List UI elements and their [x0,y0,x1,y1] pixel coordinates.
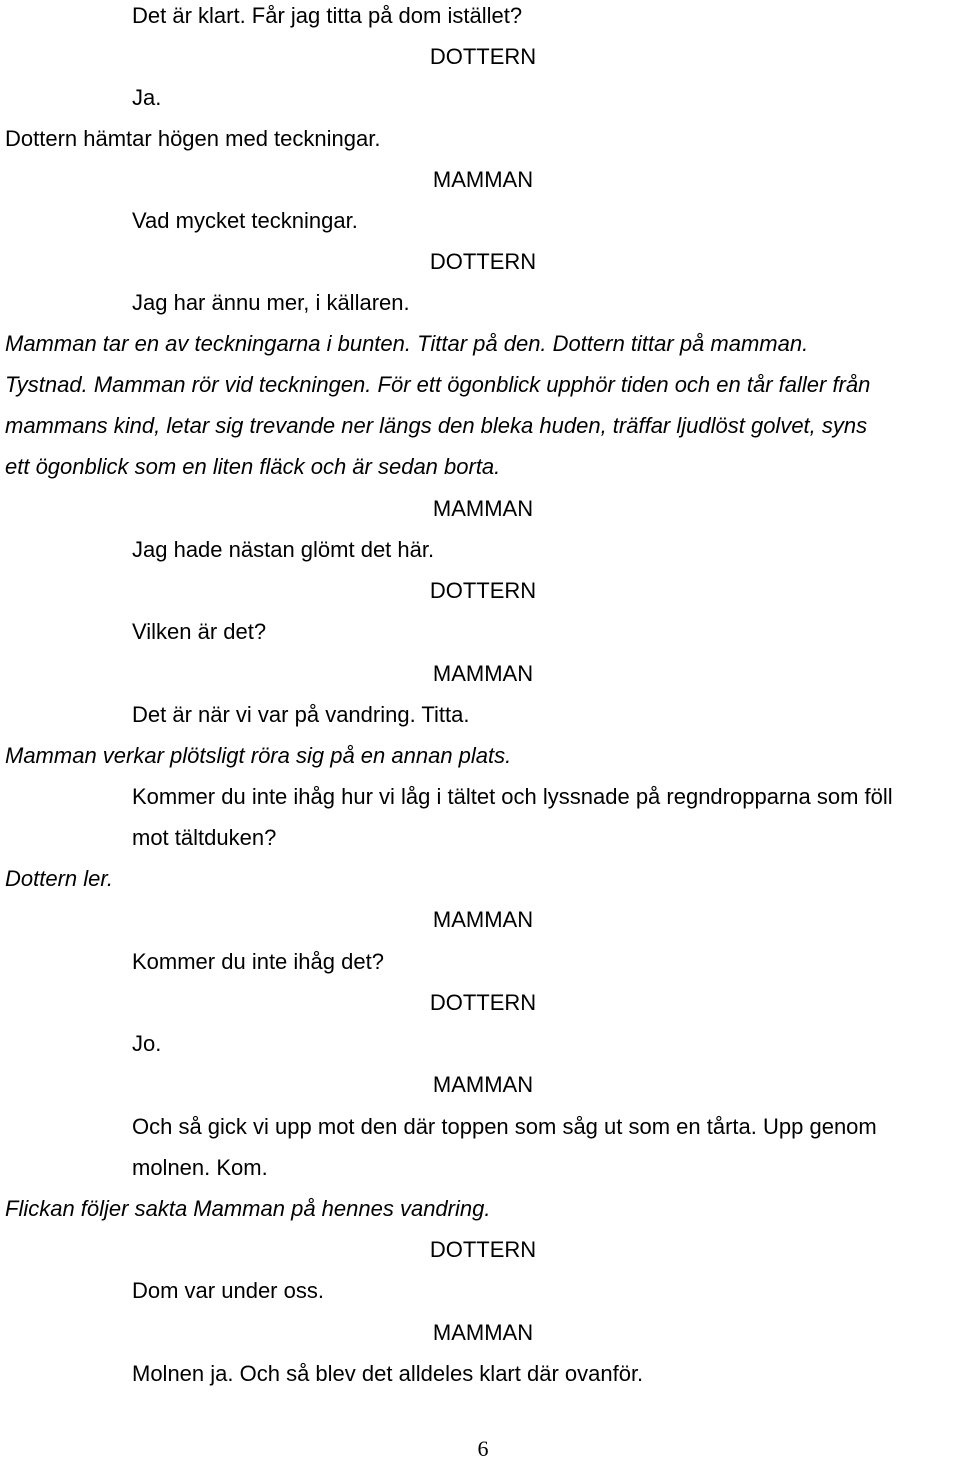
dialogue-line: Jag har ännu mer, i källaren. [132,290,410,315]
dialogue-line: Kommer du inte ihåg det? [132,949,384,974]
action-line: Dottern ler. [5,866,114,891]
speaker-name: MAMMAN [432,496,534,521]
action-line: Dottern hämtar högen med teckningar. [5,126,381,151]
action-line: Flickan följer sakta Mamman på hennes vandring. [5,1196,491,1221]
dialogue-line: Kommer du inte ihåg hur vi låg i tältet och lyssnade på regndropparna som föll [132,784,893,809]
speaker-name: DOTTERN [429,44,537,69]
speaker-name: MAMMAN [432,167,534,192]
dialogue-line: Jag hade nästan glömt det här. [132,537,435,562]
action-line: Tystnad. Mamman rör vid teckningen. För ett ögonblick upphör tiden och en tår faller från [5,372,871,397]
page-number: 6 [477,1436,489,1461]
speaker-name: MAMMAN [432,661,534,686]
dialogue-line: Det är när vi var på vandring. Titta. [132,702,470,727]
dialogue-line: Vilken är det? [132,619,267,644]
dialogue-line: Molnen ja. Och så blev det alldeles klart där ovanför. [132,1361,644,1386]
dialogue-line: Ja. [132,85,162,110]
speaker-name: DOTTERN [429,249,537,274]
speaker-name: MAMMAN [432,1072,534,1097]
action-line: Mamman tar en av teckningarna i bunten. Tittar på den. Dottern tittar på mamman. [5,331,809,356]
dialogue-line: mot tältduken? [132,825,277,850]
dialogue-line: Jo. [132,1031,162,1056]
speaker-name: DOTTERN [429,1237,537,1262]
speaker-name: MAMMAN [432,1320,534,1345]
action-line: ett ögonblick som en liten fläck och är sedan borta. [5,454,501,479]
dialogue-line: Dom var under oss. [132,1278,324,1303]
dialogue-line: Och så gick vi upp mot den där toppen som såg ut som en tårta. Upp genom [132,1114,877,1139]
dialogue-line: molnen. Kom. [132,1155,268,1180]
dialogue-line: Det är klart. Får jag titta på dom istället? [132,3,523,28]
action-line: mammans kind, letar sig trevande ner längs den bleka huden, träffar ljudlöst golvet, syns [5,413,868,438]
dialogue-line: Vad mycket teckningar. [132,208,358,233]
action-line: Mamman verkar plötsligt röra sig på en annan plats. [5,743,512,768]
speaker-name: DOTTERN [429,990,537,1015]
speaker-name: MAMMAN [432,907,534,932]
speaker-name: DOTTERN [429,578,537,603]
